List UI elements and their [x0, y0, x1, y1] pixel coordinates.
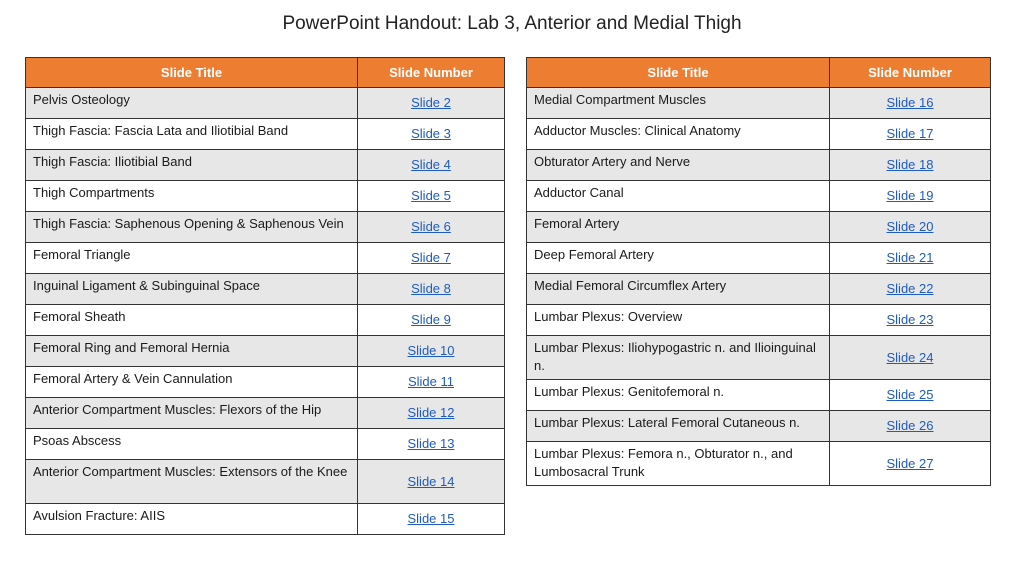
slide-number-cell — [830, 411, 991, 442]
slide-link[interactable]: Slide 11 — [407, 374, 454, 389]
table-row — [527, 380, 991, 411]
slide-link[interactable]: Slide 21 — [886, 250, 934, 265]
slide-title-cell: Thigh Fascia: Saphenous Opening & Saphenous Vein — [26, 212, 358, 243]
table-row — [527, 305, 991, 336]
table-row — [26, 367, 505, 398]
slide-title-cell: Thigh Fascia: Fascia Lata and Iliotibial Band — [26, 119, 358, 150]
table-row — [527, 336, 991, 380]
table-row — [527, 274, 991, 305]
slide-title-cell: Anterior Compartment Muscles: Flexors of the Hip — [26, 398, 358, 429]
table-row — [527, 442, 991, 486]
slide-title-cell: Inguinal Ligament & Subinguinal Space — [26, 274, 358, 305]
right-slide-table — [526, 57, 991, 486]
slide-link[interactable]: Slide 5 — [411, 188, 451, 203]
table-row — [26, 305, 505, 336]
slide-title-cell: Femoral Artery & Vein Cannulation — [26, 367, 358, 398]
table-row — [26, 336, 505, 367]
slide-link[interactable]: Slide 27 — [886, 455, 934, 471]
table-row — [26, 398, 505, 429]
column-header-slide-title: Slide Title — [26, 58, 358, 88]
slide-number-cell — [358, 367, 505, 398]
slide-title-cell: Adductor Muscles: Clinical Anatomy — [527, 119, 830, 150]
slide-number-cell — [358, 398, 505, 429]
table-row — [527, 411, 991, 442]
slide-number-cell — [830, 442, 991, 486]
slide-title-cell: Femoral Triangle — [26, 243, 358, 274]
slide-link[interactable]: Slide 24 — [886, 349, 934, 365]
slide-number-cell — [830, 274, 991, 305]
table-row — [527, 212, 991, 243]
left-slide-table — [25, 57, 505, 535]
slide-number-cell — [830, 380, 991, 411]
slide-title-cell: Thigh Fascia: Iliotibial Band — [26, 150, 358, 181]
slide-title-cell: Anterior Compartment Muscles: Extensors of the Knee — [26, 460, 358, 504]
slide-number-cell — [358, 119, 505, 150]
slide-title-cell: Avulsion Fracture: AIIS — [26, 504, 358, 535]
slide-number-cell — [830, 181, 991, 212]
slide-number-cell — [358, 212, 505, 243]
slide-number-cell — [830, 212, 991, 243]
slide-title-cell: Femoral Ring and Femoral Hernia — [26, 336, 358, 367]
slide-number-cell — [358, 429, 505, 460]
slide-link[interactable]: Slide 23 — [886, 312, 934, 327]
table-row — [26, 429, 505, 460]
slide-number-cell — [358, 336, 505, 367]
column-header-slide-number: Slide Number — [358, 58, 505, 88]
column-header-slide-title: Slide Title — [527, 58, 830, 88]
slide-link[interactable]: Slide 8 — [411, 281, 451, 296]
slide-title-cell: Lumbar Plexus: Iliohypogastric n. and Ilioinguinal n. — [527, 336, 830, 380]
slide-link[interactable]: Slide 14 — [407, 473, 455, 489]
slide-link[interactable]: Slide 13 — [407, 436, 455, 451]
slide-link[interactable]: Slide 15 — [407, 511, 455, 526]
slide-link[interactable]: Slide 25 — [886, 387, 934, 402]
table-row — [26, 150, 505, 181]
slide-title-cell: Lumbar Plexus: Femora n., Obturator n., and Lumbosacral Trunk — [527, 442, 830, 486]
table-row — [26, 119, 505, 150]
slide-link[interactable]: Slide 18 — [886, 157, 934, 172]
column-header-slide-number: Slide Number — [830, 58, 991, 88]
table-row — [26, 274, 505, 305]
slide-link[interactable]: Slide 10 — [407, 343, 455, 358]
slide-link[interactable]: Slide 22 — [886, 281, 934, 296]
slide-number-cell — [358, 150, 505, 181]
table-row — [527, 88, 991, 119]
slide-number-cell — [358, 181, 505, 212]
slide-title-cell: Medial Compartment Muscles — [527, 88, 830, 119]
slide-link[interactable]: Slide 26 — [886, 418, 934, 433]
slide-link[interactable]: Slide 3 — [411, 126, 451, 141]
slide-title-cell: Pelvis Osteology — [26, 88, 358, 119]
slide-number-cell — [830, 336, 991, 380]
slide-title-cell: Adductor Canal — [527, 181, 830, 212]
slide-number-cell — [830, 243, 991, 274]
slide-number-cell — [358, 460, 505, 504]
slide-number-cell — [358, 504, 505, 535]
slide-title-cell: Medial Femoral Circumflex Artery — [527, 274, 830, 305]
table-row — [527, 243, 991, 274]
slide-title-cell: Femoral Artery — [527, 212, 830, 243]
table-row — [26, 243, 505, 274]
slide-number-cell — [830, 88, 991, 119]
slide-title-cell: Obturator Artery and Nerve — [527, 150, 830, 181]
slide-link[interactable]: Slide 4 — [411, 157, 451, 172]
slide-link[interactable]: Slide 19 — [886, 188, 934, 203]
slide-number-cell — [358, 88, 505, 119]
slide-link[interactable]: Slide 9 — [411, 312, 451, 327]
slide-link[interactable]: Slide 2 — [411, 95, 451, 110]
slide-number-cell — [358, 305, 505, 336]
table-row — [527, 181, 991, 212]
table-row — [26, 88, 505, 119]
slide-title-cell: Deep Femoral Artery — [527, 243, 830, 274]
slide-title-cell: Lumbar Plexus: Overview — [527, 305, 830, 336]
slide-number-cell — [358, 274, 505, 305]
slide-title-cell: Lumbar Plexus: Lateral Femoral Cutaneous n. — [527, 411, 830, 442]
table-row — [26, 460, 505, 504]
slide-link[interactable]: Slide 17 — [886, 126, 934, 141]
slide-number-cell — [830, 305, 991, 336]
slide-link[interactable]: Slide 20 — [886, 219, 934, 234]
slide-number-cell — [830, 119, 991, 150]
slide-link[interactable]: Slide 6 — [411, 219, 451, 234]
slide-link[interactable]: Slide 12 — [407, 405, 455, 420]
slide-title-cell: Psoas Abscess — [26, 429, 358, 460]
slide-number-cell — [830, 150, 991, 181]
slide-link[interactable]: Slide 16 — [886, 95, 934, 110]
table-row — [26, 504, 505, 535]
table-row — [527, 119, 991, 150]
slide-title-cell: Thigh Compartments — [26, 181, 358, 212]
slide-number-cell — [358, 243, 505, 274]
slide-title-cell: Lumbar Plexus: Genitofemoral n. — [527, 380, 830, 411]
page-title: PowerPoint Handout: Lab 3, Anterior and Medial Thigh — [282, 13, 742, 34]
slide-title-cell: Femoral Sheath — [26, 305, 358, 336]
table-row — [26, 181, 505, 212]
table-row — [26, 212, 505, 243]
slide-link[interactable]: Slide 7 — [411, 250, 451, 265]
table-row — [527, 150, 991, 181]
